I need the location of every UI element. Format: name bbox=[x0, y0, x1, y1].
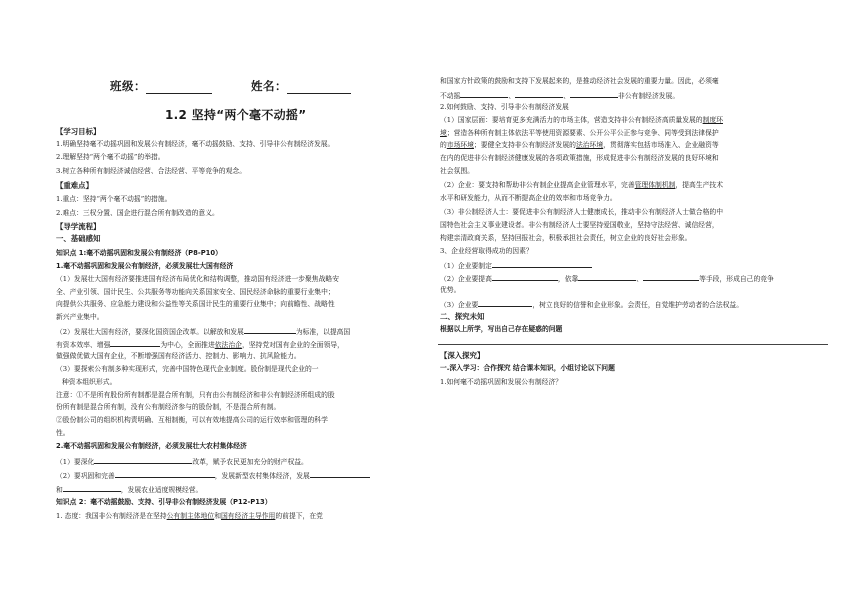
paragraph-line: 全、产业引领、国计民生、公共服务等功能向关系国家安全、国民经济命脉的重要行业集中； bbox=[56, 288, 335, 296]
key-point-1: 1.重点：坚持“两个毫不动摇”的措施。 bbox=[56, 195, 172, 203]
blank-line[interactable] bbox=[110, 338, 160, 347]
paragraph-line: 境；营造各种所有制主体依法平等使用资源要素、公开公平公正参与竞争、同等受到法律保护 bbox=[440, 129, 719, 137]
section-heading: 2.如何鼓励、支持、引导非公有制经济发展 bbox=[440, 103, 569, 111]
fill-in-line: 和 ，发展农业适度规模经营。 bbox=[56, 483, 202, 496]
paragraph-line: 向提供公共服务、应急能力建设和公益性等关系国计民生的重要行业集中；向前瞻性、战略性 bbox=[56, 300, 335, 308]
class-field[interactable] bbox=[146, 81, 212, 94]
page-title: 1.2 坚持“两个毫不动摇” bbox=[165, 108, 307, 122]
fill-in-line: （1）要深化 改革，赋予农民更加充分的财产权益。 bbox=[56, 455, 308, 468]
blank-line[interactable] bbox=[478, 298, 532, 307]
blank-line[interactable] bbox=[63, 483, 121, 492]
discussion-question-1: 1.如何毫不动摇巩固和发展公有制经济？ bbox=[440, 378, 563, 386]
note-line: 份所有制是混合所有制，没有公有制经济参与的股份制，不是混合所有制。 bbox=[56, 403, 281, 411]
kp1-item-2: 2.毫不动摇巩固和发展公有制经济，必须发展壮大农村集体经济 bbox=[56, 442, 247, 450]
paragraph-line: 水平和研发能力，从而不断提高企业的效率和市场竞争力。 bbox=[440, 194, 617, 202]
paragraph-line: 的市场环境；要健全支持非公有制经济发展的法治环境，贯彻落实包括市场准入、企业融资等 bbox=[440, 141, 719, 149]
paragraph-line: 国特色社会主义事业建设者。非公有制经济人士要坚持爱国敬业，坚持守法经营、诚信经营， bbox=[440, 221, 719, 229]
fill-in-line: （2）企业要提高 ，依靠 、 等手段，形成自己的竞争 bbox=[440, 272, 774, 285]
paragraph-line: 在内的促进非公有制经济健康发展的各项政策措施，形成促进非公有制经济发展的良好环境和 bbox=[440, 154, 719, 162]
note-line: ②股份制公司的组织机构责明确、互相制衡，可以有效地提高公司的运行效率和管理的科学 bbox=[56, 416, 328, 424]
section-heading: 3、企业经营取得成功的因素？ bbox=[440, 247, 533, 255]
fill-in-line: （3）企业要 ，树立良好的信誉和企业形象。会责任，自觉维护劳动者的合法权益。 bbox=[440, 298, 743, 311]
basic-heading: 一、基础感知 bbox=[56, 234, 101, 243]
goal-2: 2.理解坚持“两个毫不动摇”的举措。 bbox=[56, 153, 165, 161]
goal-1: 1.明确坚持毫不动摇巩固和发展公有制经济，毫不动摇鼓励、支持、引导非公有制经济发展。 bbox=[56, 140, 335, 148]
fill-in-line: （1）企业要制定 bbox=[440, 259, 592, 272]
key-point-2: 2.难点：三权分置、国企进行混合所有制改造的意义。 bbox=[56, 209, 219, 217]
blank-line[interactable] bbox=[460, 89, 508, 98]
blank-line[interactable] bbox=[570, 89, 618, 98]
blank-line[interactable] bbox=[578, 272, 636, 281]
paragraph-line: 构建亲清政商关系，坚持回报社会，积极承担社会责任，树立企业的良好社会形象。 bbox=[440, 234, 692, 242]
deep-explore-subheading: 一.深入学习：合作探究 结合课本知识，小组讨论以下问题 bbox=[440, 364, 615, 372]
paragraph-line: （1）发展壮大国有经济要推进国有经济布局优化和结构调整，推动国有经济进一步聚焦战略安 bbox=[56, 275, 339, 283]
deep-explore-heading: 【深入探究】 bbox=[440, 351, 485, 360]
kp1-item-1: 1.毫不动摇巩固和发展公有制经济，必须发展壮大国有经济 bbox=[56, 262, 234, 270]
blank-line[interactable] bbox=[94, 455, 192, 464]
paragraph-line: 优势。 bbox=[440, 286, 461, 294]
explore-unknown-prompt: 根据以上所学，写出自己存在疑惑的问题 bbox=[440, 325, 563, 333]
knowledge-point-2: 知识点 2：毫不动摇鼓励、支持、引导非公有制经济发展（P12-P13） bbox=[56, 498, 272, 506]
blank-line[interactable] bbox=[515, 89, 563, 98]
goal-3: 3.树立各种所有制经济诚信经营、合法经营、平等竞争的观念。 bbox=[56, 167, 246, 175]
blank-line[interactable] bbox=[643, 272, 699, 281]
paragraph-line: 和国家方针政策的鼓励和支持下发展起来的，是推动经济社会发展的重要力量。因此，必须毫 bbox=[440, 77, 719, 85]
blank-line[interactable] bbox=[492, 272, 558, 281]
paragraph-line: （3）要探索公有制多种实现形式，完善中国特色现代企业制度。股份制是现代企业的一 bbox=[56, 365, 319, 373]
note-line: 注意：①不是所有股份所有制都是混合所有制，只有由公有制经济和非公有制经济所组成的股 bbox=[56, 391, 335, 399]
blank-line[interactable] bbox=[492, 259, 592, 268]
paragraph-line: 有资本效率、增强 为中心，全面推进依法治企，坚持党对国有企业的全面领导， bbox=[56, 338, 344, 351]
flow-heading: 【导学流程】 bbox=[56, 222, 101, 231]
answer-divider bbox=[438, 344, 828, 345]
paragraph-line: （1）国家层面：要培育更多充满活力的市场主体，营造支持非公有制经济高质量发展的制度环 bbox=[440, 116, 723, 124]
paragraph-line: 社会氛围。 bbox=[440, 167, 474, 175]
note-line: 性。 bbox=[56, 429, 70, 437]
blank-line[interactable] bbox=[244, 325, 296, 334]
paragraph-line: 种资本组织形式。 bbox=[62, 378, 117, 386]
paragraph-line: 1. 态度：我国非公有制经济是在坚持公有制主体地位和国有经济主导作用的前提下，在党 bbox=[56, 512, 323, 520]
goals-heading: 【学习目标】 bbox=[56, 127, 101, 136]
paragraph-line: （2）企业：要支持和帮助非公有制企业提高企业管理水平，完善管理体制机制，提高生产技术 bbox=[440, 181, 723, 189]
student-info-header bbox=[110, 78, 351, 94]
fill-in-line: （2）要巩固和完善 ，发展新型农村集体经济，发展 bbox=[56, 469, 370, 482]
blank-line[interactable] bbox=[115, 469, 215, 478]
paragraph-line: 做强做优做大国有企业，不断增强国有经济活力、控制力、影响力、抗风险能力。 bbox=[56, 352, 301, 360]
paragraph-line: 新兴产业集中。 bbox=[56, 313, 104, 321]
fill-in-line: 不动摇 、 、 非公有制经济发展。 bbox=[440, 89, 679, 102]
name-label: 姓名： bbox=[251, 79, 288, 93]
paragraph-line: （2）发展壮大国有经济，要深化国资国企改革。以解放和发展 为标准，以提高国 bbox=[56, 325, 350, 338]
blank-line[interactable] bbox=[310, 469, 370, 478]
key-points-heading: 【重难点】 bbox=[56, 181, 93, 190]
name-field[interactable] bbox=[287, 81, 351, 94]
class-label: 班级： bbox=[110, 79, 146, 93]
explore-unknown-heading: 二、探究未知 bbox=[440, 312, 485, 321]
paragraph-line: （3）非公制经济人士：要促进非公有制经济人士健康成长，推动非公有制经济人士做合格的中 bbox=[440, 208, 723, 216]
knowledge-point-1: 知识点 1:毫不动摇巩固和发展公有制经济（P8-P10） bbox=[56, 249, 222, 257]
